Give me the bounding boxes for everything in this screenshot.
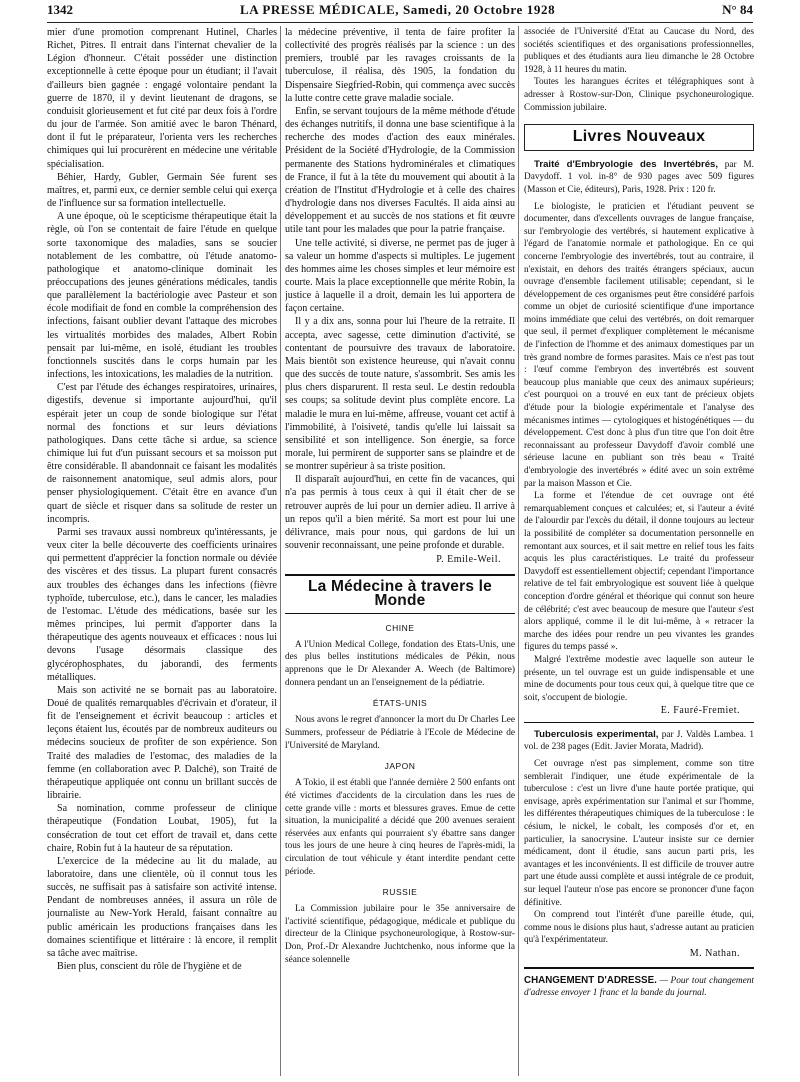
news-item: La Commission jubilaire pour le 35e anniversaire de l'activité scientifique, pédagogique, médicale et publique du directeur de la Clinique psychoneurologique, à Rostow-sur-Don, Prof.-Dr Alexandre Juchtchenko, nous informe que la séance solennelle (285, 904, 515, 965)
paragraph: Enfin, se servant toujours de la même méthode d'étude des échanges nutritifs, il donna une base scientifique à la recherche des modes d'action des eaux minérales. Président de la Société d'Hydrologie, de la Commission permanente des Stations hydrominérales et climatiques de France, il fut à la tête du mouvement qui aboutit à la création de l'Institut d'Hydrologie et à celle des chaires d'hydrologie dans nos diverses Facultés. Il aida ainsi au développement et au succès de nos stations et fit œuvre utile tant pour les malades que pour la patrie française. (285, 105, 515, 236)
paragraph: Béhier, Hardy, Gubler, Germain Sée furent ses maîtres, et, parmi eux, ce dernier semble celui qui exerça de l'influence sur sa formation intellectuelle. (47, 171, 277, 210)
book-details: par J. Valdès Lambea. 1 vol. de 238 pages (Edit. Javier Morata, Madrid). (524, 729, 754, 753)
signature-text: E. Fauré-Fremiet. (660, 705, 740, 717)
paragraph: la médecine préventive, il tenta de faire profiter la collectivité des progrès réalisés par la science : un des premiers, troublé par les ravages croissants de la tuberculose, il réalisa, dès 1905, la fondation du Dispensaire Siegfried-Robin, qui commença avec succès la lutte contre cette grave maladie sociale. (285, 27, 515, 104)
book-details: par M. Davydoff. 1 vol. in-8° de 930 pages avec 509 figures (Masson et Cie, éditeurs), Paris, 1928. Prix : 120 fr. (524, 159, 754, 195)
book-entry-header (524, 159, 754, 197)
country-heading: JAPON (384, 761, 416, 772)
review-paragraph: Le biologiste, le praticien et l'étudiant peuvent se documenter, dans d'excellents ouvrages de langue française, sur l'embryologie des vertébrés, si hautement explicative à l'égard de l'anatomie normale et pathologique. En ce qui concerne l'embryologie des invertébrés, tout au contraire, il n'existait, en dehors des traités étrangers spéciaux, aucun ouvrage d'ensemble facilement utilisable; cependant, si le développement de ces organismes peut être considéré parfois comme un objet de curiosité scientifique d'une importance moins immédiate que celui des vertébrés, on doit remarquer que seul, il permet d'expliquer complètement le mécanisme de l'infection de l'homme et des animaux domestiques par un très grand nombre de formes parasites. Mais ce n'est pas tout : l'œuf comme l'embryon des invertébrés est souvent beaucoup plus maniable que ceux des animaux supérieurs; c'est pourquoi on a trouvé en eux tant de précieux objets d'étude pour la biologie expérimentale et l'analyse des mécanismes intimes — cytologiques et histogénétiques — du développement. C'est donc à plus d'un titre que l'on doit être reconnaissant au professeur Davydoff d'avoir comblé une sérieuse lacune en publiant son très beau « Traité d'embryologie des invertébrés » édité avec un soin extrême par la maison Masson et Cie. (524, 201, 754, 489)
issue-number: N° 84 (722, 2, 753, 17)
notice-text: — Pour tout changement d'adresse envoyer 1 franc et la bande du journal. (524, 975, 754, 999)
notice-title: CHANGEMENT D'ADRESSE. (524, 974, 657, 986)
column-divider (518, 26, 519, 1076)
book-title: Traité d'Embryologie des Invertébrés, (534, 158, 719, 170)
signature-text: P. Emile-Weil. (436, 554, 501, 566)
review-signature (524, 705, 754, 718)
review-paragraph: Cet ouvrage n'est pas simplement, comme son titre semblerait l'indiquer, une étude expérimentale de la tuberculose : c'est un livre d'une haute portée pratique, qui envisage, après expérimentation sur l'animal et sur l'homme, les différentes thérapeutiques chimiques de la tuberculose : le césium, le nickel, le cobalt, les composés d'or et, en particulier, la sanocrysine. L'auteur insiste sur ce dernier médicament, dont il étudie, sans aucun parti pris, les avantages et les inconvénients. Il est difficile de trouver autre part une étude aussi complète et aussi intégrale de ce produit, sur lequel l'auteur n'ose pas encore se prononcer d'une façon définitive. (524, 759, 754, 908)
column-1 (47, 26, 277, 1078)
section-title-livres-nouveaux: Livres Nouveaux (524, 124, 754, 151)
country-heading: CHINE (385, 622, 415, 633)
separator (524, 722, 754, 723)
news-item: A Tokio, il est établi que l'année dernière 2 500 enfants ont été victimes d'accidents de la circulation dans les rues de cette grande ville : morts et blessures graves. Emue de cette situation, la municipalité a décidé que 200 avenues seraient réservées aux enfants qui pourraient s'y ébattre sans danger tous les jours de une heure à cinq heures de l'après-midi, la circulation de tout véhicule y étant interdite pendant cette période. (285, 778, 515, 877)
column-divider (280, 26, 281, 1076)
paragraph: C'est par l'étude des échanges respiratoires, urinaires, digestifs, devenue si importante aujourd'hui, qu'il espérait jeter un coup de sonde biologique sur l'état normal des fonctions et sur leurs déviations pathologiques. Dans cette tâche si ardue, sa science chimique lui fut d'un puissant secours et sa moisson put être considérable. Il abandonnait ce faisant les modalités de raisonnement anatomique, seul admis alors, pour penser physiologiquement. C'était être en avance d'un quart de siècle et risquer dans sa solitude de rester un incompris. (47, 382, 277, 525)
column-3 (524, 26, 754, 1078)
news-item-continued: associée de l'Université d'Etat au Caucase du Nord, des sociétés scientifiques et des organisations professionnelles, publiques et des étudiants aura lieu dimanche le 28 Octobre 1928, à 11 heures du matin. (524, 27, 754, 75)
news-item-continued: Toutes les harangues écrites et télégraphiques sont à adresser à Rostow-sur-Don, Clinique psychoneurologique. Commission jubilaire. (524, 77, 754, 113)
news-item: Nous avons le regret d'annoncer la mort du Dr Charles Lee Summers, professeur de Pédiatrie à l'Ecole de Médecine de l'Université de Maryland. (285, 715, 515, 751)
review-signature (524, 948, 754, 961)
article-signature (285, 553, 515, 566)
column-2 (285, 26, 515, 1078)
news-item: A l'Union Medical College, fondation des Etats-Unis, une des plus belles institutions médicales de Pékin, nous apprenons que le Dr Alexander A. Weech (de Baltimore) donnera pendant un an l'enseignement de la pédiatrie. (285, 639, 515, 688)
section-title-medecine-monde: La Médecine à travers le Monde (307, 578, 492, 609)
paragraph: Bien plus, conscient du rôle de l'hygiène et de (57, 961, 242, 973)
review-paragraph: La forme et l'étendue de cet ouvrage ont été remarquablement conçues et calculées; et, si l'auteur a évité de l'alourdir par l'excès du détail, il donne toujours au lecteur la possibilité de compléter sa documentation personnelle en remontant aux sources, et il sait mettre en relief tous les faits acquis les plus caractéristiques. Le traité du professeur Davydoff est essentiellement objectif; cependant l'importance relative de tel fait embryologique est souvent liée à quelque conception d'ordre général et théorique qui connut son heure de célébrité; c'est avec beaucoup de mesure que l'auteur s'est alors appliqué, comme il le dit lui-même, à « retracer la marche des idées pour rendre un peu vivantes les grandes figures du temps passé ». (524, 491, 754, 653)
journal-title: LA PRESSE MÉDICALE, Samedi, 20 Octobre 1928 (239, 2, 556, 17)
book-title: Tuberculosis experimental, (534, 728, 659, 740)
paragraph: Il y a dix ans, sonna pour lui l'heure de la retraite. Il accepta, avec sagesse, cette diminution d'activité, se contentant de poursuivre des travaux de laboratoire. Mais bientôt son existence heureuse, qui n'avait connu que des succès de toute nature, s'assombrit. Ses amis les plus chers disparurent. Il resta seul. Le destin redoubla ses coups; sa solitude devint plus complète encore. La maladie le mura en lui-même, affreuse, vouant cet actif à l'immobilité, à l'oisiveté, tandis qu'elle lui laissait sa sensibilité et son intelligence. Son énergie, sa force morale, lui permirent de supporter sans se plaindre et de se montrer supérieur à sa triste position. (285, 316, 515, 473)
country-heading: ÉTATS-UNIS (372, 698, 428, 709)
page-number: 1342 (47, 2, 73, 17)
paragraph: Une telle activité, si diverse, ne permet pas de juger à sa valeur un homme d'aspects si multiples. Le jugement des hommes aime les choses simples et leur mémoire est courte. Mais la place exceptionnelle que mérite Robin, la justice à laquelle il a droit, demain les lui apportera de façon certaine. (285, 237, 515, 315)
signature-text: M. Nathan. (689, 947, 740, 959)
page-header (47, 2, 753, 22)
separator (524, 967, 754, 969)
notice (524, 975, 754, 1000)
paragraph: A une époque, où le scepticisme thérapeutique était la règle, où l'on se contentait de faire l'étude en quelque sorte taxonomique des maladies, sans se soucier notablement de les combattre, où l'étude anatomo-pathologique et anatomo-clinique dominait les préoccupations des jeunes générations médicales, tandis que parallèlement la bactériologie avec Pasteur et son école modifiait de fond en comble la compréhension des infections, faisant oublier devant l'attaque des microbes les virtualités morbides des malades, Albert Robin pensait par lui-même, en isolé, étudiant les troubles fonctionnels suscités dans le corps humain par les infections, les intoxications, les maladies de la nutrition. (47, 211, 277, 381)
paragraph: L'exercice de la médecine au lit du malade, au laboratoire, dans une clientèle, où il connut tous les succès, ne suffisait pas à satisfaire son activité intense. Pendant de nombreuses années, il assura un rôle de journaliste au New-York Herald, faisant connaître au public américain les productions françaises dans les domaines scientifique et littéraire : là encore, il remplit sa tâche avec maîtrise. (47, 855, 277, 959)
section-rule (285, 613, 515, 614)
paragraph: Parmi ses travaux aussi nombreux qu'intéressants, je veux citer la belle découverte des coefficients urinaires qui permettent d'apprécier la fonction normale ou déviée des viscères et des tissus. La plupart furent consacrés aux troubles des échanges dans les infections (fièvre typhoïde, tuberculose, etc.), dans le cancer, les maladies de l'estomac. L'étude des médications, basée sur les mêmes principes, lui permit d'apporter dans la thérapeutique des agents nouveaux et efficaces : nous lui devons l'usage désormais classique des glycérophosphates, du jaborandi, des ferments métalliques. (47, 526, 277, 683)
paragraph: Mais son activité ne se bornait pas au laboratoire. Doué de qualités remarquables d'écrivain et d'orateur, il fit de l'enseignement et écrivit beaucoup : articles et leçons étaient lus, écoutés par de nombreux auditeurs ou médecins soucieux de profiter de son expérience. Son Traité des maladies de l'estomac, des maladies de la femme (en collaboration avec P. Dalché), son Traité de thérapeutique appliquée ont connu un brillant succès de librairie. (47, 684, 277, 802)
paragraph: Sa nomination, comme professeur de clinique thérapeutique (Fondation Loubat, 1905), fut la consécration de tout cet effort de travail et, dans cette chaire, Robin fut à la hauteur de sa réputation. (47, 803, 277, 854)
header-rule (47, 22, 753, 23)
review-paragraph: Malgré l'extrême modestie avec laquelle son auteur le présente, un tel ouvrage est un guide indispensable et une mine de documents pour tous ceux qui, à quelque titre que ce soit, s'occupent de biologie. (524, 654, 754, 703)
book-entry-header (524, 729, 754, 754)
paragraph: mier d'une promotion comprenant Hutinel, Charles Richet, Pitres. Il entrait dans l'internat chevalier de la Légion d'honneur. C'était posséder une distinction exceptionnelle à cette époque pour un étudiant; il l'avait d'ailleurs bien gagnée : engagé volontaire pendant la guerre de 1870, il y devint lieutenant de dragons, se conduisit glorieusement et fut cité par deux fois à l'ordre du jour de l'armée. Son amitié avec le baron Thénard, dont il fut le préparateur, l'orienta vers les recherches chimiques qui lui procurèrent en médecine une véritable spécialisation. (47, 27, 277, 170)
paragraph: Il disparaît aujourd'hui, en cette fin de vacances, qui n'a pas permis à tous ceux à qui il était cher de se retrouver auprès de lui pour un dernier adieu. Il arrive à un repos qu'il a bien mérité. Sa mort est pour lui une délivrance, mais pour nous, qui gardons de lui un souvenir reconnaissant, une peine profonde et durable. (285, 474, 515, 552)
country-heading: RUSSIE (382, 887, 418, 898)
section-rule (285, 574, 515, 576)
review-paragraph: On comprend tout l'intérêt d'une pareille étude, qui, comme nous le disions plus haut, s'adresse autant au praticien qu'à l'expérimentateur. (524, 910, 754, 946)
